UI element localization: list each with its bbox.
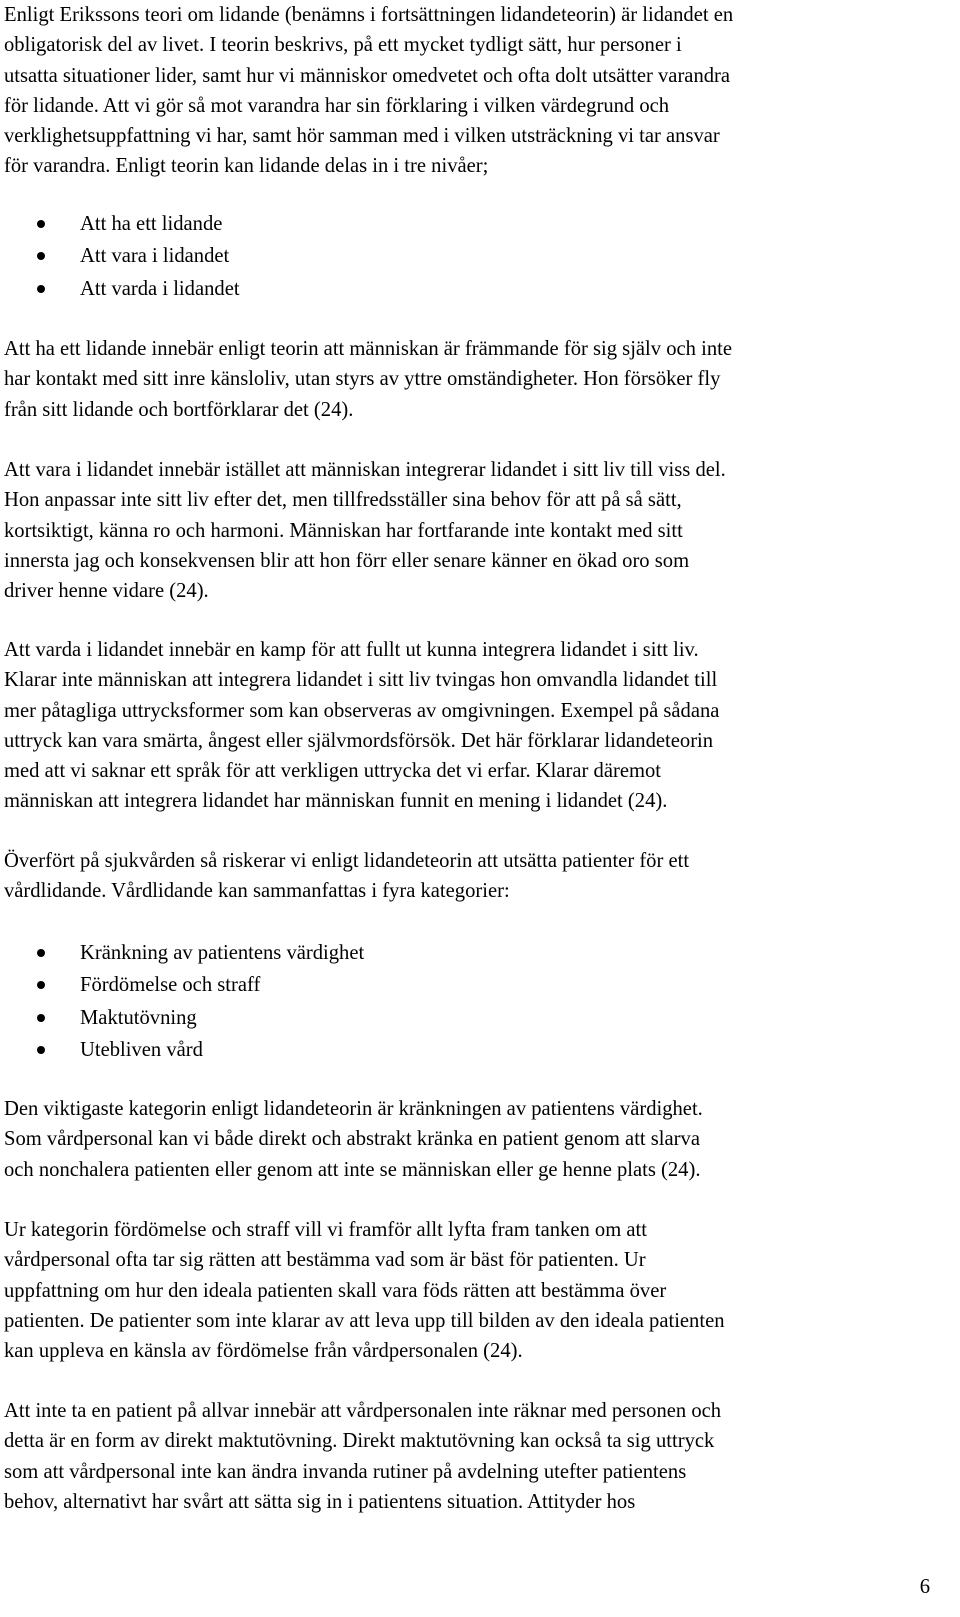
bullet-icon <box>37 285 45 293</box>
list-item: Fördömelse och straff <box>0 969 364 1001</box>
paragraph-becoming-in-suffering: Att varda i lidandet innebär en kamp för att fullt ut kunna integrera lidandet i sitt liv. Klarar inte människan att integrera lidandet i sitt liv tvingas hon omvandla lidandet till mer påtagliga uttrycksformer som kan observeras av omgivningen. Exempel på sådana uttryck kan vara smärta, ångest eller självmordsförsök. Det här förklarar lidandeteorin med att vi saknar ett språk för att verkligen uttrycka det vi erfar. Klarar däremot människan att integrera lidandet har människan funnit en mening i lidandet (24). <box>4 639 720 813</box>
suffering-levels-list <box>0 208 240 305</box>
list-item: Kränkning av patientens värdighet <box>0 937 364 969</box>
list-item: Att varda i lidandet <box>0 273 240 305</box>
bullet-icon <box>37 981 45 989</box>
paragraph-care-suffering: Överfört på sjukvården så riskerar vi enligt lidandeteorin att utsätta patienter för ett vårdlidande. Vårdlidande kan sammanfattas i fyra kategorier: <box>4 850 690 903</box>
list-item: Utebliven vård <box>0 1034 364 1066</box>
list-item: Att vara i lidandet <box>0 240 240 272</box>
paragraph-condemnation: Ur kategorin fördömelse och straff vill vi framför allt lyfta fram tanken om att vårdpersonal ofta tar sig rätten att bestämma vad som är bäst för patienten. Ur uppfattning om hur den ideala patienten skall vara föds rätten att bestämma över patienten. De patienter som inte klarar av att leva upp till bilden av den ideala patienten kan uppleva en känsla av fördömelse från vårdpersonalen (24). <box>4 1219 725 1363</box>
bullet-icon <box>37 1014 45 1022</box>
bullet-icon <box>37 220 45 228</box>
list-item: Maktutövning <box>0 1002 364 1034</box>
paragraph-having-suffering: Att ha ett lidande innebär enligt teorin att människan är främmande för sig själv och inte har kontakt med sitt inre känsloliv, utan styrs av yttre omständigheter. Hon försöker fly från sitt lidande och bortförklarar det (24). <box>4 338 732 421</box>
bullet-icon <box>37 252 45 260</box>
paragraph-being-in-suffering: Att vara i lidandet innebär istället att människan integrerar lidandet i sitt liv till viss del. Hon anpassar inte sitt liv efter det, men tillfredsställer sina behov för att på så sätt, kortsiktigt, känna ro och harmoni. Människan har fortfarande inte kontakt med sitt innersta jag och konsekvensen blir att hon förr eller senare känner en ökad oro som driver henne vidare (24). <box>4 459 726 603</box>
page-number: 6 <box>919 1576 930 1598</box>
bullet-icon <box>37 1046 45 1054</box>
paragraph-dignity: Den viktigaste kategorin enligt lidandeteorin är kränkningen av patientens värdighet. Som vårdpersonal kan vi både direkt och abstrakt kränka en patient genom att slarva och nonchalera patienten eller genom att inte se människan eller ge henne plats (24). <box>4 1098 703 1181</box>
paragraph-power: Att inte ta en patient på allvar innebär att vårdpersonalen inte räknar med personen och detta är en form av direkt maktutövning. Direkt maktutövning kan också ta sig uttryck som att vårdpersonal inte kan ändra invanda rutiner på avdelning utefter patientens behov, alternativt har svårt att sätta sig in i patientens situation. Attityder hos <box>4 1400 722 1513</box>
list-item: Att ha ett lidande <box>0 208 240 240</box>
care-suffering-categories-list <box>0 937 364 1066</box>
bullet-icon <box>37 949 45 957</box>
paragraph-intro: Enligt Erikssons teori om lidande (benämns i fortsättningen lidandeteorin) är lidandet en obligatorisk del av livet. I teorin beskrivs, på ett mycket tydligt sätt, hur personer i utsatta situationer lider, samt hur vi människor omedvetet och ofta dolt utsätter varandra för lidande. Att vi gör så mot varandra har sin förklaring i vilken värdegrund och verklighetsuppfattning vi har, samt hör samman med i vilken utsträckning vi tar ansvar för varandra. Enligt teorin kan lidande delas in i tre nivåer; <box>4 4 734 178</box>
